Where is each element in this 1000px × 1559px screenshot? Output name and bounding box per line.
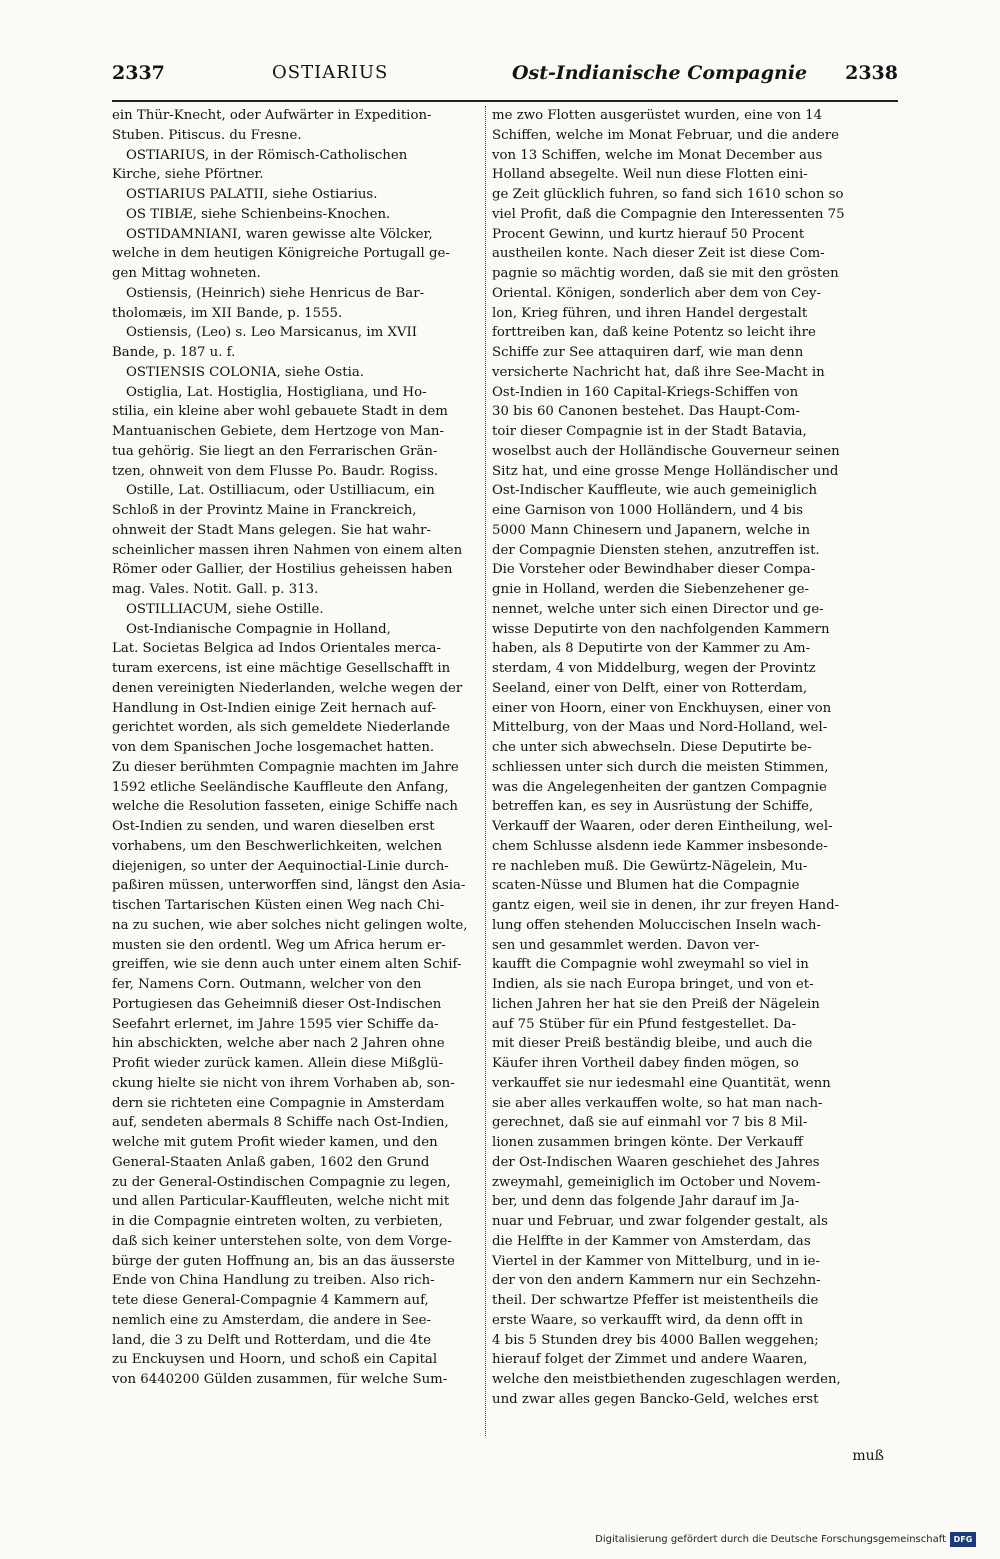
text-line: austheilen konte. Nach dieser Zeit ist diese Com- xyxy=(492,246,825,262)
text-line: hin abschickten, welche aber nach 2 Jahren ohne xyxy=(112,1036,445,1052)
funding-notice: Digitalisierung gefördert durch die Deutsche Forschungsgemeinschaft xyxy=(595,1534,946,1545)
text-line: vorhabens, um den Beschwerlichkeiten, welchen xyxy=(112,838,443,854)
text-line: scaten-Nüsse und Blumen hat die Compagnie xyxy=(492,878,800,894)
text-line: verkauffet sie nur iedesmahl eine Quantität, wenn xyxy=(492,1075,831,1091)
text-line: toir dieser Compagnie ist in der Stadt Batavia, xyxy=(492,424,807,439)
text-line: gerechnet, daß sie auf einmahl vor 7 bis 8 Mil- xyxy=(492,1115,808,1131)
text-line: che unter sich abwechseln. Diese Deputirte be- xyxy=(492,740,812,755)
text-line: von 6440200 Gülden zusammen, für welche Sum- xyxy=(112,1372,448,1387)
text-line: nemlich eine zu Amsterdam, die andere in See- xyxy=(112,1312,432,1328)
text-line: haben, als 8 Deputirte von der Kammer zu Am- xyxy=(492,641,811,657)
text-line: Ost-Indien zu senden, und waren dieselben erst xyxy=(112,819,435,834)
text-line: ckung hielte sie nicht von ihrem Vorhaben ab, son- xyxy=(112,1075,455,1091)
text-line: Ost-Indien in 160 Capital-Kriegs-Schiffen von xyxy=(492,384,799,400)
text-line: mag. Vales. Notit. Gall. p. 313. xyxy=(112,582,319,597)
text-line: 4 bis 5 Stunden drey bis 4000 Ballen weggehen; xyxy=(492,1332,819,1348)
text-line: nuar und Februar, und zwar folgender gestalt, als xyxy=(492,1214,828,1229)
column-divider xyxy=(485,106,486,1436)
text-line: lichen Jahren her hat sie den Preiß der Nägelein xyxy=(492,996,820,1012)
page-number-right: 2338 xyxy=(845,62,898,84)
text-line: mit dieser Preiß beständig bleibe, und auch die xyxy=(492,1036,813,1052)
text-line: OS TIBIÆ, siehe Schienbeins-Knochen. xyxy=(126,206,391,222)
header-rule xyxy=(112,100,898,102)
text-line: Viertel in der Kammer von Mittelburg, und in ie- xyxy=(492,1253,820,1269)
text-line: welche den meistbiethenden zugeschlagen werden, xyxy=(492,1372,841,1387)
text-line: diejenigen, so unter der Aequinoctial-Linie durch- xyxy=(112,858,449,874)
text-line: gantz eigen, weil sie in denen, ihr zur freyen Hand- xyxy=(492,898,840,913)
text-line: der Compagnie Diensten stehen, anzutreffen ist. xyxy=(492,542,820,558)
text-line: welche die Resolution fasseten, einige Schiffe nach xyxy=(112,799,458,815)
text-line: tua gehörig. Sie liegt an den Ferrarischen Grän- xyxy=(112,443,438,459)
text-line: der von den andern Kammern nur ein Sechzehn- xyxy=(492,1273,821,1289)
text-line: sie aber alles verkauffen wolte, so hat man nach- xyxy=(492,1095,823,1111)
text-line: Seeland, einer von Delft, einer von Rotterdam, xyxy=(492,680,808,696)
text-line: auf, sendeten abermals 8 Schiffe nach Ost-Indien, xyxy=(112,1115,449,1131)
text-line: zweymahl, gemeiniglich im October und Novem- xyxy=(492,1174,821,1190)
text-line: General-Staaten Anlaß gaben, 1602 den Grund xyxy=(112,1154,430,1170)
text-line: Holland absegelte. Weil nun diese Flotten eini- xyxy=(492,167,808,183)
text-line: chem Schlusse alsdenn iede Kammer insbesonde- xyxy=(492,838,828,854)
text-line: forttreiben kan, daß keine Potentz so leicht ihre xyxy=(492,325,816,341)
text-line: Lat. Societas Belgica ad Indos Orientales merca- xyxy=(112,641,441,657)
text-line: Verkauff der Waaren, oder deren Eintheilung, wel- xyxy=(492,819,833,834)
text-line: 1592 etliche Seeländische Kauffleute den Anfang, xyxy=(112,779,449,795)
text-line: tischen Tartarischen Küsten einen Weg nach Chi- xyxy=(112,898,445,913)
text-line: land, die 3 zu Delft und Rotterdam, und die 4te xyxy=(112,1332,432,1348)
text-line: in die Compagnie eintreten wolten, zu verbieten, xyxy=(112,1214,443,1229)
text-line: musten sie den ordentl. Weg um Africa herum er- xyxy=(112,937,446,953)
text-line: die Helffte in der Kammer von Amsterdam, das xyxy=(492,1233,811,1249)
text-line: denen vereinigten Niederlanden, welche wegen der xyxy=(112,680,463,696)
text-line: erste Waare, so verkaufft wird, da denn offt in xyxy=(492,1312,804,1328)
text-line: me zwo Flotten ausgerüstet wurden, eine von 14 xyxy=(492,108,823,123)
text-column-right xyxy=(492,106,884,1451)
text-line: OSTIARIUS PALATII, siehe Ostiarius. xyxy=(126,187,378,202)
text-line: tete diese General-Compagnie 4 Kammern auf, xyxy=(112,1293,429,1308)
page-number-left: 2337 xyxy=(112,62,165,84)
text-line: ber, und denn das folgende Jahr darauf im Ja- xyxy=(492,1194,800,1210)
text-line: Mantuanischen Gebiete, dem Hertzoge von Man- xyxy=(112,424,444,439)
text-line: ge Zeit glücklich fuhren, so fand sich 1610 schon so xyxy=(492,187,844,202)
text-line: Ost-Indischer Kauffleute, wie auch gemeiniglich xyxy=(492,483,818,499)
text-line: lon, Krieg führen, und ihren Handel dergestalt xyxy=(492,305,808,321)
text-line: und allen Particular-Kauffleuten, welche nicht mit xyxy=(112,1194,450,1210)
text-line: und zwar alles gegen Bancko-Geld, welches erst xyxy=(492,1391,819,1407)
text-line: ein Thür-Knecht, oder Aufwärter in Expedition- xyxy=(112,108,432,123)
text-line: einer von Hoorn, einer von Enckhuysen, einer von xyxy=(492,700,832,716)
text-line: theil. Der schwartze Pfeffer ist meistentheils die xyxy=(492,1293,819,1308)
text-line: viel Profit, daß die Compagnie den Interessenten 75 xyxy=(492,206,845,222)
text-line: OSTIENSIS COLONIA, siehe Ostia. xyxy=(126,364,364,380)
text-line: Bande, p. 187 u. f. xyxy=(112,345,236,360)
text-line: auf 75 Stüber für ein Pfund festgestellet. Da- xyxy=(492,1016,797,1032)
text-line: hierauf folget der Zimmet und andere Waaren, xyxy=(492,1352,808,1368)
running-title-right: Ost-Indianische Compagnie xyxy=(512,62,808,84)
text-line: schliessen unter sich durch die meisten Stimmen, xyxy=(492,759,829,775)
text-line: Oriental. Königen, sonderlich aber dem von Cey- xyxy=(492,285,822,301)
text-line: Sitz hat, und eine grosse Menge Holländischer und xyxy=(492,463,839,479)
catchword: muß xyxy=(852,1448,884,1464)
text-line: kaufft die Compagnie wohl zweymahl so viel in xyxy=(492,957,809,973)
text-line: ohnweit der Stadt Mans gelegen. Sie hat wahr- xyxy=(112,522,431,538)
text-line: OSTIDAMNIANI, waren gewisse alte Völcker, xyxy=(126,226,433,242)
text-line: Kirche, siehe Pförtner. xyxy=(112,167,264,183)
text-line: pagnie so mächtig worden, daß sie mit den grösten xyxy=(492,266,839,281)
text-line: fer, Namens Corn. Outmann, welcher von den xyxy=(112,977,422,992)
text-line: gnie in Holland, werden die Siebenzehener ge- xyxy=(492,582,810,597)
text-line: bürge der guten Hoffnung an, bis an das äusserste xyxy=(112,1253,455,1269)
text-line: dern sie richteten eine Compagnie in Amsterdam xyxy=(112,1095,445,1111)
text-line: Ostiensis, (Leo) s. Leo Marsicanus, im XVII xyxy=(126,325,418,341)
text-line: daß sich keiner unterstehen solte, von dem Vorge- xyxy=(112,1233,452,1249)
text-line: Mittelburg, von der Maas und Nord-Holland, wel- xyxy=(492,720,828,736)
text-line: welche mit gutem Profit wieder kamen, und den xyxy=(112,1135,438,1150)
text-line: betreffen kan, es sey in Ausrüstung der Schiffe, xyxy=(492,799,814,815)
text-line: Profit wieder zurück kamen. Allein diese Mißglü- xyxy=(112,1056,444,1071)
text-line: tzen, ohnweit von dem Flusse Po. Baudr. Rogiss. xyxy=(112,463,439,479)
text-line: gerichtet worden, als sich gemeldete Niederlande xyxy=(112,720,451,736)
text-line: von 13 Schiffen, welche im Monat December aus xyxy=(492,147,823,163)
text-line: turam exercens, ist eine mächtige Gesellschafft in xyxy=(112,661,451,676)
text-line: Portugiesen das Geheimniß dieser Ost-Indischen xyxy=(112,996,442,1012)
text-line: Ost-Indianische Compagnie in Holland, xyxy=(126,621,391,637)
text-line: Indien, als sie nach Europa bringet, und von et- xyxy=(492,977,814,992)
text-line: Schiffen, welche im Monat Februar, und die andere xyxy=(492,127,839,143)
text-line: wisse Deputirte von den nachfolgenden Kammern xyxy=(492,621,830,637)
text-line: welche in dem heutigen Königreiche Portugall ge- xyxy=(112,246,450,262)
text-line: re nachleben muß. Die Gewürtz-Nägelein, Mu- xyxy=(492,858,808,874)
text-line: greiffen, wie sie denn auch unter einem alten Schif- xyxy=(112,957,462,973)
text-line: zu Enckuysen und Hoorn, und schoß ein Capital xyxy=(112,1352,438,1368)
text-line: Procent Gewinn, und kurtz hierauf 50 Procent xyxy=(492,226,805,242)
text-line: gen Mittag wohneten. xyxy=(112,266,261,281)
text-line: Stuben. Pitiscus. du Fresne. xyxy=(112,127,302,143)
text-line: eine Garnison von 1000 Holländern, und 4 bis xyxy=(492,503,803,518)
text-line: 30 bis 60 Canonen bestehet. Das Haupt-Com- xyxy=(492,404,801,420)
text-line: Ende von China Handlung zu treiben. Also rich- xyxy=(112,1273,435,1289)
text-line: was die Angelegenheiten der gantzen Compagnie xyxy=(492,779,827,795)
footer xyxy=(560,1531,980,1553)
text-line: versicherte Nachricht hat, daß ihre See-Macht in xyxy=(492,364,825,380)
text-line: OSTILLIACUM, siehe Ostille. xyxy=(126,601,324,617)
text-line: paßiren müssen, unterworffen sind, längst den Asia- xyxy=(112,878,466,894)
text-line: der Ost-Indischen Waaren geschiehet des Jahres xyxy=(492,1154,820,1170)
text-line: Ostiensis, (Heinrich) siehe Henricus de Bar- xyxy=(126,285,425,301)
text-line: Römer oder Gallier, der Hostilius geheissen haben xyxy=(112,562,453,578)
running-header xyxy=(112,62,898,96)
text-line: sterdam, 4 von Middelburg, wegen der Provintz xyxy=(492,661,816,676)
text-line: tholomæis, im XII Bande, p. 1555. xyxy=(112,305,343,321)
text-line: Handlung in Ost-Indien einige Zeit hernach auf- xyxy=(112,700,436,716)
text-line: zu der General-Ostindischen Compagnie zu legen, xyxy=(112,1174,451,1190)
text-line: stilia, ein kleine aber wohl gebauete Stadt in dem xyxy=(112,404,448,420)
text-line: sen und gesammlet werden. Davon ver- xyxy=(492,937,760,953)
text-line: lung offen stehenden Moluccischen Inseln wach- xyxy=(492,917,821,933)
text-line: Schloß in der Provintz Maine in Franckreich, xyxy=(112,503,417,518)
text-line: nennet, welche unter sich einen Director und ge- xyxy=(492,601,824,617)
text-line: von dem Spanischen Joche losgemachet hatten. xyxy=(112,740,435,755)
running-title-left: OSTIARIUS xyxy=(272,62,389,83)
text-line: Käufer ihren Vortheil dabey finden mögen, so xyxy=(492,1056,799,1071)
text-line: na zu suchen, wie aber solches nicht gelingen wolte, xyxy=(112,917,468,933)
text-line: Ostille, Lat. Ostilliacum, oder Ustilliacum, ein xyxy=(126,483,435,499)
text-column-left xyxy=(112,106,480,1451)
text-line: Seefahrt erlernet, im Jahre 1595 vier Schiffe da- xyxy=(112,1016,439,1032)
text-line: OSTIARIUS, in der Römisch-Catholischen xyxy=(126,147,408,163)
text-line: woselbst auch der Holländische Gouverneur seinen xyxy=(492,443,840,459)
text-line: 5000 Mann Chinesern und Japanern, welche in xyxy=(492,522,811,538)
text-line: Ostiglia, Lat. Hostiglia, Hostigliana, und Ho- xyxy=(126,384,427,400)
text-line: Die Vorsteher oder Bewindhaber dieser Compa- xyxy=(492,562,816,578)
dfg-logo: DFG xyxy=(950,1532,976,1547)
text-line: Schiffe zur See attaquiren darf, wie man denn xyxy=(492,345,804,360)
text-line: lionen zusammen bringen könte. Der Verkauff xyxy=(492,1135,803,1150)
text-line: Zu dieser berühmten Compagnie machten im Jahre xyxy=(112,759,459,775)
text-line: scheinlicher massen ihren Nahmen von einem alten xyxy=(112,542,463,558)
